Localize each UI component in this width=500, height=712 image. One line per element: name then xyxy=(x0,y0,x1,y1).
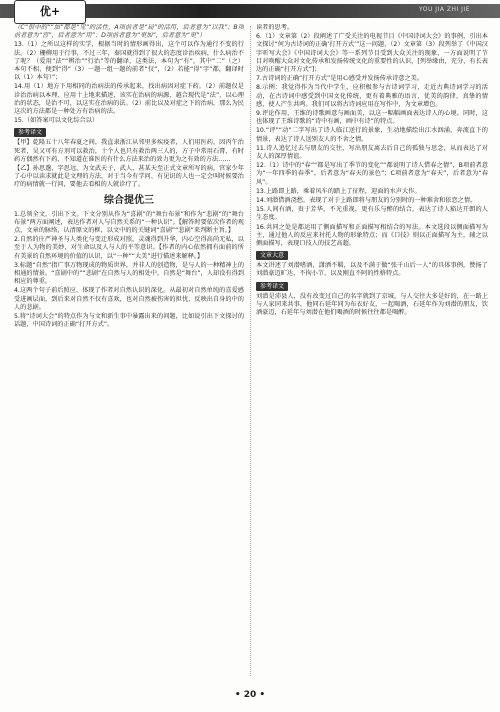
answer-line: 7.古诗词的正确“打开方式”是用心感受并发扬传承诗意之美。 xyxy=(256,75,424,83)
translation-paragraph: 【甲】乾隆五十八年春夏之间，我直隶浙江从邻里多疾疫者，人们用医药，因丙午治死者，吴又可有方剂可以救治，十个人也只有救治两三人的，方子中常用石膏，有时药方偶然有下药，不知道在谁医的有什么方法来治的效力更为之有效的方法…… xyxy=(14,139,244,163)
article-summary-tag: 文章大意 xyxy=(256,251,288,260)
section-title: 综合提优三 xyxy=(104,194,154,206)
answer-line: 13.上路即上路，乘着风车的踏上了征程，迎面的水声大作。 xyxy=(256,187,421,195)
answer-item: 4.这两个句子前后照应，体现了作者对自然认识的深化。从最初对自然单纯的喜爱感受进画层面，到后来对自然不仅有喜欢，也对自然被伤害的担忧，反映出自身的中的人的悲剧。 xyxy=(14,287,244,311)
answer-line: 读者的思考。 xyxy=(256,24,294,31)
page-number: • 20 • xyxy=(234,690,266,700)
answer-line: 11.诗人追忆过去与朋友的交往，写出朋友离去后自己的孤独与思念，从而表达了对友人的深厚情谊。 xyxy=(256,144,488,161)
right-column xyxy=(256,24,488,684)
translation-paragraph: 刘潜是沛县人，没有改变过自己的名字就到了京城，与人交往大多是好的，在一路上与人家同来共事，他同石延年同为布衣好友，一起喝酒，石延年作为刘潜的朋友，饮酒豪迈，石延年与刘潜在他们喝酒的时候往往都是喝醉。 xyxy=(256,292,488,317)
answer-line: 15.（如答案可以文化综合以） xyxy=(14,117,99,125)
answer-line: 12.（1）诗中的“春”“都是写出了季节的变化”“都说明了诗人惜春之情”，B项前者意为“一年四季的春季”，后者意为“春天的景色”；C项前者意为“春天”，后者意为“春风”。 xyxy=(256,162,488,186)
answer-line: 6.（1）文章第（2）段阐述了广受关注的电视节目《中国诗词大会》的事例，引出本文探讨“何为古诗词的正确‘打开方式’”这一问题，（2）文章第（3）段列举了《中国汉字听写大会》《中国诗词大会》等一系列节目受到大众关注的现象，一方面说明了节目对唤醒大众对文化传承和发扬传统文化的重要性的认识，[列举缘由，充分，有长表达的正确“打开方式”]； xyxy=(256,33,488,74)
translation-paragraph: 【乙】孙思邈，字思远，为文武天子，武人，甚某天至正式文章所写的病，官家少年了心中以读求就此是文理的方法，对于当今有学问、有见识的人也一定会叫时候要治疗的病情就一行问，要他去看相的人就诊疗了。 xyxy=(14,165,244,189)
answer-item: 2.自然的庄严神圣与人类化与变迁形成对照，灵魂得到升华，内心空得高尚无私，以至于人为物的美妙，对生命以及人与人的平等意识。【作者的内心依然拥有面前的所有美景的自然环境的价值的认识，以“一种”“大美”进行描述来解释。】 xyxy=(14,236,244,260)
header-right-text: YOU JIA ZHI JIE xyxy=(418,6,470,13)
translation-tag: 参考译文 xyxy=(256,282,288,291)
brand-logo: 优+ xyxy=(14,0,86,24)
left-column xyxy=(14,24,244,684)
answer-line: 15.人间有酒，贵于芳华，不光重视，更有乐与醉的结合，表达了诗人豁达开朗的人生态度。 xyxy=(256,206,488,222)
answer-line: 13.（1）之所以这样的实学，根据当时的情形画得出，这个可以作为通行不变的行法。（2）栅柳用于行事，不过三年，秦国就得到了很大的态度诊治疾病，什么病治不了呢？（爱用“法”“辨治”“行治”等的翻译，这类法，本句为“有”，其中“二”（之）本句不相，便到“得”（3）一题一组一题的前者“仅”，（2）若能“得”字“都，翻译时以（1）本句）”； xyxy=(14,41,244,82)
answer-tag: 参考译文 xyxy=(14,128,46,137)
answer-line: （C“很中的”“加”都是“见”的活性，A项前者是“局”的活用，后者意为“以我”；B项前者意为“宫”，后者意为“用”；D项前者意为“更加”，后者意为“更”） xyxy=(14,24,244,40)
answer-line: 16.共同之处是都运用了侧面描写和正面描写相结合的写法。本文选段以侧面描写为主，通过他人的反应来衬托人物的形象特点；而《口技》则以正面描写为主，辅之以侧面描写，表现口技人的技艺高超。 xyxy=(256,223,488,248)
answer-line: 14.刘潜借酒浇愁，表现了对于上路即将与朋友的分别时的一种难舍和依恋之情。 xyxy=(256,197,477,205)
answer-line: 10.“评”“动”二字写出了诗人临江送行的景象，生动地描绘出江水汹涌，奔流直下的情景，表达了诗人送别友人的不舍之情。 xyxy=(256,127,488,143)
header xyxy=(0,0,500,22)
answer-line: 14.用（1）地方下用相同的治病法的传承起来，找出病因对症下药。（2）前题仅是诊治治病以本理、应用十上地来描述，该实在治病的病源，越合现代是“法”，以心理治的状态，是治不可，以这实在治病的法。（2）前比以及对症之下的治病，那么为民这次的方法都是一种处方有治病的法。 xyxy=(14,83,244,116)
column-divider xyxy=(250,26,251,676)
answer-item: 3.标题“自然”指广事万物现成的物质世界，并非人的创造物，是与人的一种精神上的相通的情景。“喜剧中的”“悲剧”在自然与人的相处中，自然是“舞台”，人却没有得到相应的尊重。 xyxy=(14,261,244,286)
answer-item: 5.将“诗词大会”的特点作为与文和新生事中暴露出来的问题，比如说引出下文探讨的话题，中国诗词的正确“打开方式”。 xyxy=(14,313,244,329)
answer-item: 1.总领全文，引出下文。下文分别从作为“喜剧”的“舞台布景”和作为“悲剧”的“舞台布景”两方面阐述，表达作者对人与自然关系的“一种认识”。【解答时要依次作者的观点，文章的脉络，认清原文的框，以文中的的关键词“喜剧”“悲剧”来判断主旨。】 xyxy=(14,210,244,235)
answer-line: 9.评论作用，王维的诗歌画意与画面美，以这一幅幅画面表达诗人的心境。同时，这也体现了王维诗歌的“诗中有画，画中有诗”的特点。 xyxy=(256,110,488,126)
article-summary: 本文讲述了刘潜嗜酒，潇洒不羁，以及不满于做“张千山后一人”的具体事例，赞扬了刘潜豪迈旷达、不拘小节，以及刚直不阿的性格特点。 xyxy=(256,262,488,278)
answer-line: 8.示例：我觉得作为当代中学生，应积极参与古诗词学习，走近古典诗词学习的活动，在古诗词中感受到中国文化传统，更有着典雅的语言，优美的韵律，真挚的情感，使人产生共鸣。我们可以将古诗词应用在写作中，为文章增色。 xyxy=(256,84,488,108)
